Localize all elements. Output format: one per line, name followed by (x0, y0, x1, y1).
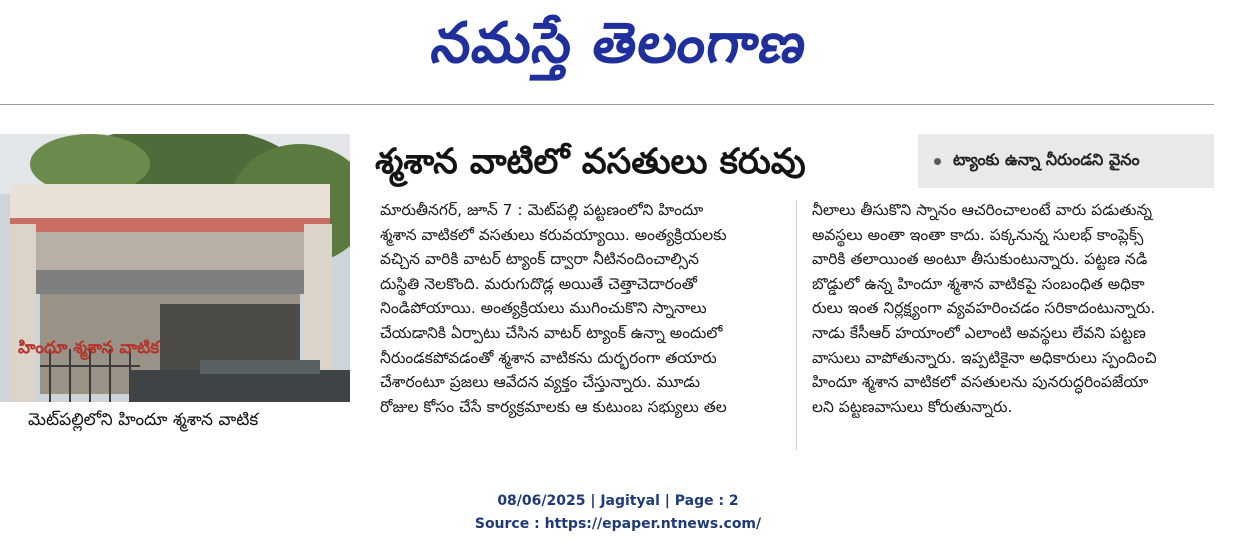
masthead-divider (0, 104, 1214, 105)
column-line: అవస్థలు అంతా ఇంతా కాదు. పక్కనున్న సులభ్ కాంప్లెక్స్ (812, 225, 1144, 244)
column-line: మారుతీనగర్, జూన్ 7 : మెట్‌పల్లి పట్టణంలోని హిందూ (380, 201, 704, 219)
article-photo (0, 134, 350, 402)
column-line: రోజుల కోసం చేసే కార్యక్రమాలకు ఆ కుటుంబ సభ్యులు తల (380, 397, 727, 416)
column-line: లని పట్టణవాసులు కోరుతున్నారు. (812, 397, 1013, 416)
column-line: నాడు కేసీఆర్ హయాంలో ఎలాంటి అవస్థలు లేవని పట్టణ (812, 323, 1146, 342)
subheadline-box (918, 134, 1214, 188)
column-line: దుస్థితి నెలకొంది. మరుగుదొడ్ల అయితే చెత్తాచెదారంతో (380, 274, 697, 293)
source-link[interactable]: Source : https://epaper.ntnews.com/ (474, 516, 762, 532)
column-line: చేశారంటూ ప్రజలు ఆవేదన వ్యక్తం చేస్తున్నారు. మూడు (380, 373, 701, 392)
photo-caption: మెట్‌పల్లిలోని హిందూ శ్మశాన వాటిక (28, 410, 259, 430)
column-line: వారికి తలాయింత అంటూ తీసుకుంటున్నారు. పట్టణ నడి (812, 250, 1148, 269)
column-line: నీలాలు తీసుకొని స్నానం ఆచరించాలంటే వారు పడుతున్న (812, 201, 1152, 219)
column-line: రులు ఇంత నిర్లక్ష్యంగా వ్యవహరించడం సరికాదంటున్నారు. (812, 299, 1156, 318)
column-line: బొడ్డులో ఉన్న హిందూ శ్మశాన వాటికపై సంబంధిత అధికా (812, 274, 1145, 293)
column-line: నిండిపోయాయి. అంత్యక్రియలు ముగించుకొని స్నానాలు (380, 299, 707, 318)
photo-gate-sign: హిందూ శ్మశాన వాటిక (18, 338, 160, 358)
article-column-1 (380, 198, 784, 419)
column-line: నీరుండకపోవడంతో శ్మశాన వాటికను దుర్భరంగా తయారు (380, 348, 717, 367)
article-headline: శ్మశాన వాటిలో వసతులు కరువు (375, 142, 806, 182)
masthead (0, 0, 1236, 100)
column-line: చేయడానికి ఏర్పాటు చేసిన వాటర్ ట్యాంక్ ఉన్నా అందులో (380, 323, 723, 342)
article-subheadline: ట్యాంకు ఉన్నా నీరుండని వైనం (953, 149, 1140, 169)
column-line: వాసులు వాపోతున్నారు. ఇప్పటికైనా అధికారులు స్పందించి (812, 348, 1157, 367)
masthead-title: నమస్తే తెలంగాణ (426, 10, 811, 76)
article-column-2 (812, 198, 1216, 419)
column-line: హిందూ శ్మశాన వాటికలో వసతులను పునరుద్ధరింపజేయా (812, 373, 1149, 392)
column-line: శ్మశాన వాటికలో వసతులు కరువయ్యాయి. అంత్యక్రియలకు (380, 225, 727, 244)
column-divider (796, 200, 797, 450)
column-line: వచ్చిన వారికి వాటర్ ట్యాంక్ ద్వారా నీటినందించాల్సిన (380, 250, 699, 269)
edition-info: 08/06/2025 | Jagityal | Page : 2 (497, 493, 739, 509)
bullet-icon (934, 158, 941, 165)
page-footer (0, 490, 1236, 536)
